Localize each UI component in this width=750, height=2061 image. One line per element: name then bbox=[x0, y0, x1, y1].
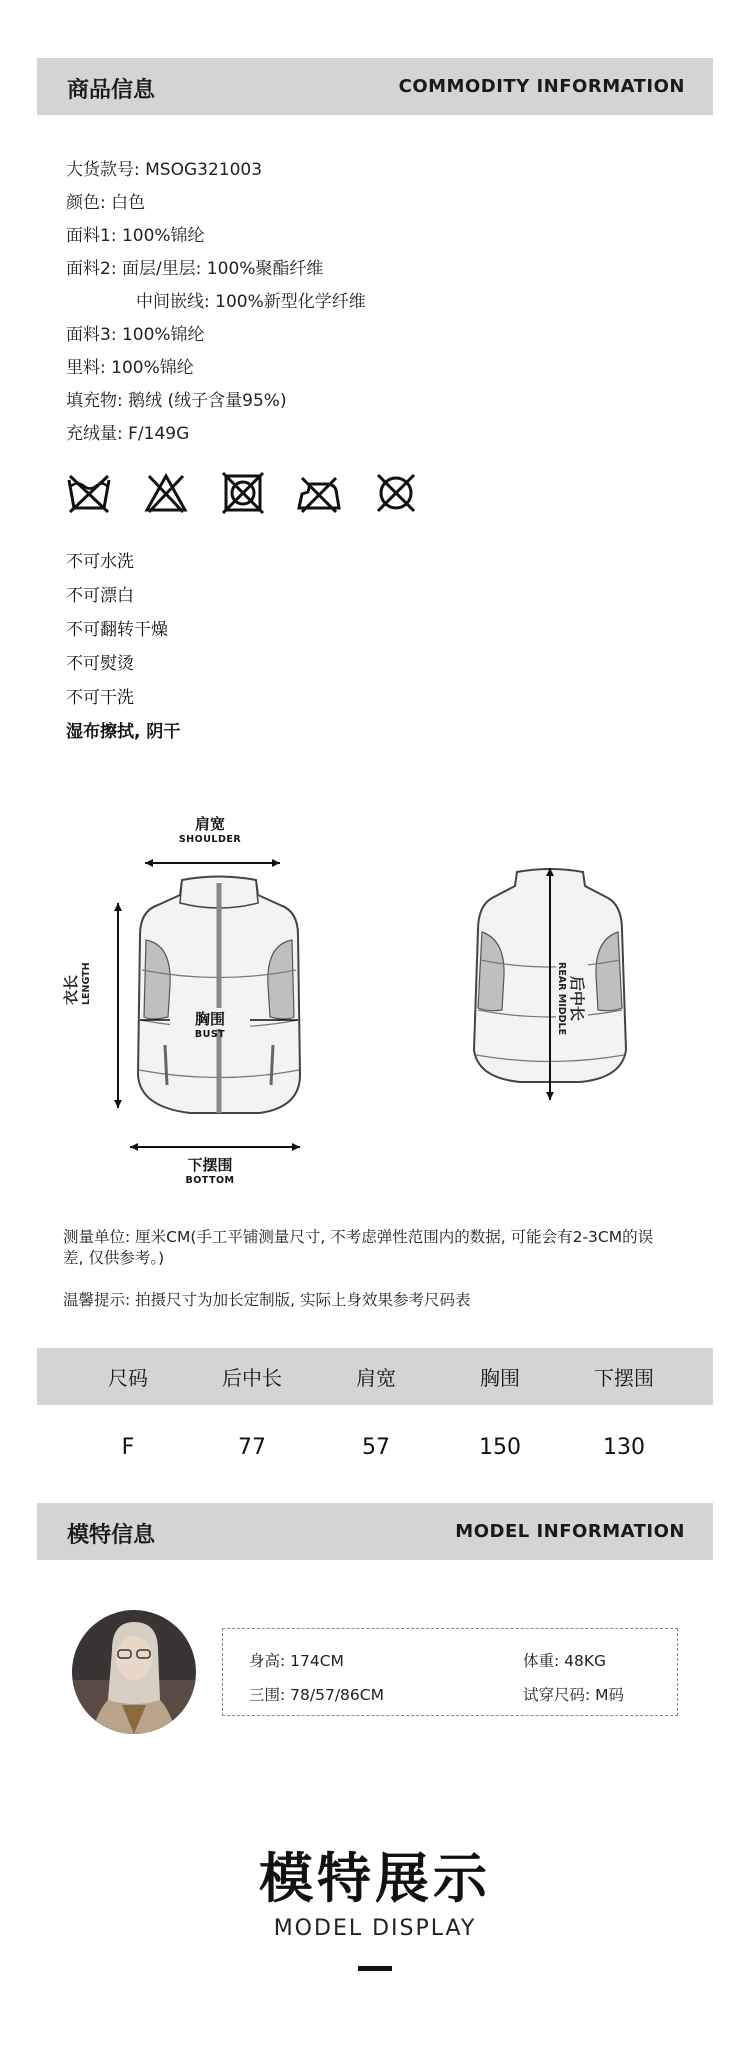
commodity-header-bar bbox=[37, 58, 713, 115]
model-display-title-en: MODEL DISPLAY bbox=[273, 1916, 477, 1941]
size-td-shoulder: 57 bbox=[362, 1435, 390, 1460]
spec-fill-weight: 充绒量: F/149G bbox=[66, 424, 190, 444]
model-info-box bbox=[222, 1628, 678, 1716]
size-td-rear: 77 bbox=[238, 1435, 266, 1460]
size-td-bust: 150 bbox=[479, 1435, 521, 1460]
model-display-title-cn: 模特展示 bbox=[259, 1847, 491, 1910]
size-td-size: F bbox=[121, 1435, 135, 1460]
length-label bbox=[60, 962, 92, 1005]
spec-fabric-1: 面料1: 100%锦纶 bbox=[66, 226, 205, 246]
no-tumble-dry-icon bbox=[220, 470, 266, 516]
rear-label-en: REAR MIDDLE bbox=[556, 962, 567, 1036]
size-th-bottom: 下摆围 bbox=[594, 1366, 654, 1390]
length-label-cn: 衣长 bbox=[62, 974, 80, 1005]
model-size: 试穿尺码: M码 bbox=[523, 1686, 625, 1704]
bottom-label-en: BOTTOM bbox=[185, 1175, 235, 1186]
rear-label-cn: 后中长 bbox=[568, 976, 586, 1022]
model-measurements: 三围: 78/57/86CM bbox=[249, 1686, 384, 1704]
care-no-tumble: 不可翻转干燥 bbox=[66, 620, 168, 640]
size-th-size: 尺码 bbox=[108, 1366, 148, 1390]
spec-lining: 里料: 100%锦纶 bbox=[66, 358, 194, 378]
no-bleach-icon bbox=[143, 470, 189, 516]
spec-filling: 填充物: 鹅绒 (绒子含量95%) bbox=[66, 391, 287, 411]
no-dry-clean-icon bbox=[373, 470, 419, 516]
tip-note: 温馨提示: 拍摄尺寸为加长定制版, 实际上身效果参考尺码表 bbox=[63, 1291, 471, 1309]
bottom-label-cn: 下摆围 bbox=[187, 1156, 233, 1174]
spec-fabric-2: 面料2: 面层/里层: 100%聚酯纤维 bbox=[66, 259, 324, 279]
spec-style-no: 大货款号: MSOG321003 bbox=[66, 160, 263, 180]
care-no-dry-clean: 不可干洗 bbox=[66, 688, 134, 708]
vest-back-diagram bbox=[450, 860, 650, 1110]
care-no-bleach: 不可漂白 bbox=[66, 586, 134, 606]
spec-color: 颜色: 白色 bbox=[66, 193, 146, 213]
care-wipe-dry: 湿布擦拭, 阴干 bbox=[66, 722, 181, 742]
size-th-shoulder: 肩宽 bbox=[356, 1366, 396, 1390]
shoulder-label-cn: 肩宽 bbox=[194, 815, 225, 833]
bust-label-en: BUST bbox=[194, 1029, 226, 1040]
shoulder-label-en: SHOULDER bbox=[178, 834, 242, 845]
no-wash-icon bbox=[66, 470, 112, 516]
model-weight: 体重: 48KG bbox=[523, 1652, 607, 1670]
model-height: 身高: 174CM bbox=[249, 1652, 344, 1670]
rear-middle-label bbox=[556, 960, 588, 1037]
model-avatar bbox=[72, 1610, 196, 1734]
model-header-bar bbox=[37, 1503, 713, 1560]
length-label-en: LENGTH bbox=[81, 962, 92, 1005]
no-iron-icon bbox=[296, 470, 342, 516]
display-divider bbox=[358, 1966, 392, 1971]
model-header-cn: 模特信息 bbox=[67, 1523, 156, 1548]
size-td-bottom: 130 bbox=[603, 1435, 645, 1460]
size-th-rear: 后中长 bbox=[222, 1366, 282, 1390]
commodity-header-cn: 商品信息 bbox=[67, 78, 156, 103]
bust-label-cn: 胸围 bbox=[170, 1008, 250, 1029]
size-th-bust: 胸围 bbox=[480, 1366, 520, 1390]
care-no-iron: 不可熨烫 bbox=[66, 654, 134, 674]
commodity-header-en: COMMODITY INFORMATION bbox=[398, 76, 685, 97]
vest-front-diagram bbox=[60, 795, 320, 1175]
spec-fabric-2-inlay: 中间嵌线: 100%新型化学纤维 bbox=[136, 292, 366, 312]
model-header-en: MODEL INFORMATION bbox=[455, 1521, 685, 1542]
spec-fabric-3: 面料3: 100%锦纶 bbox=[66, 325, 205, 345]
care-no-wash: 不可水洗 bbox=[66, 552, 134, 572]
measure-note: 测量单位: 厘米CM(手工平铺测量尺寸, 不考虑弹性范围内的数据, 可能会有2-3CM的误差, 仅供参考。) bbox=[63, 1228, 654, 1267]
